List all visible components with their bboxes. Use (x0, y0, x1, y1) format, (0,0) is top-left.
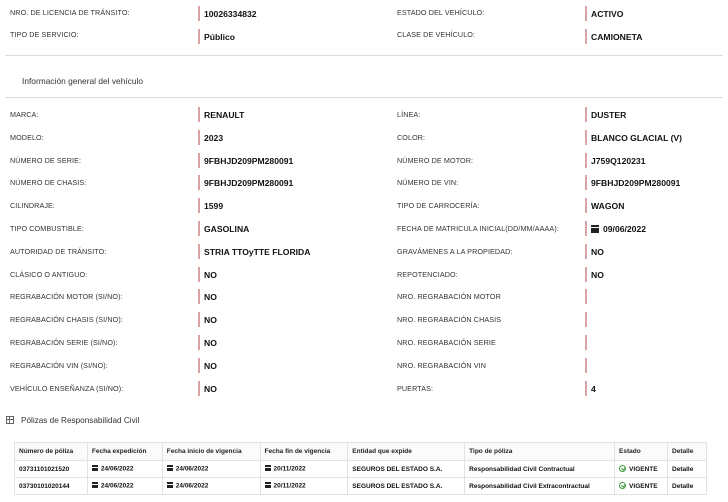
serial-number-value: 9FBHJD209PM280091 (204, 155, 294, 166)
vin-regrab-value: NO (204, 360, 217, 371)
value-divider (198, 221, 200, 236)
engine-number-value: J759Q120231 (591, 155, 646, 166)
col-end-date: Fecha fin de vigencia (260, 443, 348, 461)
vehicle-class-label: CLASE DE VEHÍCULO: (397, 29, 476, 39)
line-label: LÍNEA: (397, 110, 421, 119)
info-row (0, 171, 728, 194)
brand-value: RENAULT (204, 110, 245, 120)
value-divider (198, 267, 200, 282)
teaching-vehicle-label: VEHÍCULO ENSEÑANZA (SI/NO): (10, 383, 124, 393)
calendar-icon (591, 225, 599, 233)
info-row (0, 103, 728, 126)
chassis-regrab-value: NO (204, 315, 217, 326)
engine-regrab-number-label: NRO. REGRABACIÓN MOTOR (397, 292, 501, 302)
info-row (0, 149, 728, 172)
engine-regrab-label: REGRABACIÓN MOTOR (SI/NO): (10, 292, 123, 302)
value-divider (585, 221, 587, 236)
value-divider (585, 381, 587, 396)
start-date-text: 24/06/2022 (175, 465, 209, 473)
value-divider (585, 358, 587, 373)
col-status: Estado (615, 443, 668, 461)
issue-date (87, 461, 162, 478)
classic-label: CLÁSICO O ANTIGUO: (10, 269, 88, 279)
body-type-value: WAGON (591, 201, 625, 212)
info-row (0, 3, 728, 26)
license-value: 10026334832 (204, 9, 257, 19)
section-divider (5, 55, 723, 56)
fuel-type-value: GASOLINA (204, 223, 250, 234)
top-info (0, 3, 728, 49)
registration-date-label: FECHA DE MATRICULA INICIAL(DD/MM/AAAA): (397, 223, 559, 233)
value-divider (198, 335, 200, 350)
serial-regrab-label: REGRABACIÓN SERIE (SI/NO): (10, 337, 118, 347)
policy-number: 03731101021520 (15, 461, 88, 478)
line-value: DUSTER (591, 110, 627, 120)
calendar-icon (92, 482, 98, 488)
value-divider (585, 244, 587, 259)
info-row (0, 377, 728, 400)
value-divider (198, 244, 200, 259)
teaching-vehicle-value: NO (204, 383, 217, 394)
chassis-number-label: NÚMERO DE CHASIS: (10, 178, 87, 188)
detail-link[interactable]: Detalle (668, 461, 707, 478)
issue-date-text: 24/06/2022 (100, 465, 134, 473)
info-row (0, 308, 728, 331)
value-divider (198, 358, 200, 373)
service-type-label: TIPO DE SERVICIO: (10, 29, 79, 39)
value-divider (198, 29, 200, 44)
end-date (260, 478, 348, 495)
col-policy-number: Número de póliza (15, 443, 88, 461)
model-label: MODELO: (10, 132, 44, 142)
info-row (0, 354, 728, 377)
start-date (162, 461, 260, 478)
value-divider (198, 130, 200, 145)
info-row (0, 331, 728, 354)
body-type-label: TIPO DE CARROCERÍA: (397, 201, 480, 211)
vin-number-value: 9FBHJD209PM280091 (591, 178, 681, 189)
check-circle-icon (619, 465, 626, 472)
calendar-icon (167, 482, 173, 488)
calendar-icon (92, 465, 98, 471)
issue-date (87, 478, 162, 495)
engine-regrab-value: NO (204, 292, 217, 303)
liens-label: GRAVÁMENES A LA PROPIEDAD: (397, 246, 513, 256)
calendar-icon (167, 465, 173, 471)
value-divider (585, 335, 587, 350)
vin-regrab-label: REGRABACIÓN VIN (SI/NO): (10, 360, 108, 370)
general-info-title: Información general del vehículo (22, 76, 144, 86)
engine-number-label: NÚMERO DE MOTOR: (397, 155, 474, 165)
license-label: NRO. DE LICENCIA DE TRÁNSITO: (10, 8, 130, 17)
value-divider (585, 312, 587, 327)
liens-value: NO (591, 246, 604, 257)
issuer: SEGUROS DEL ESTADO S.A. (348, 461, 465, 478)
end-date-text: 20/11/2022 (273, 465, 306, 473)
table-row (15, 461, 707, 478)
serial-regrab-value: NO (204, 337, 217, 348)
value-divider (198, 175, 200, 190)
policy-type: Responsabilidad Civil Contractual (465, 461, 615, 478)
vin-regrab-number-label: NRO. REGRABACIÓN VIN (397, 360, 487, 370)
policy-number: 03730101020144 (15, 478, 88, 495)
value-divider (198, 381, 200, 396)
value-divider (585, 153, 587, 168)
vehicle-state-value: ACTIVO (591, 9, 624, 19)
info-row (0, 26, 728, 49)
color-value: BLANCO GLACIAL (V) (591, 132, 683, 143)
displacement-value: 1599 (204, 201, 224, 212)
status-text: VIGENTE (629, 466, 658, 473)
chassis-regrab-number-label: NRO. REGRABACIÓN CHASIS (397, 315, 502, 325)
vehicle-class-value: CAMIONETA (591, 31, 643, 42)
detail-link[interactable]: Detalle (668, 478, 707, 495)
vehicle-state-label: ESTADO DEL VEHÍCULO: (397, 8, 485, 17)
policies-table (14, 442, 707, 495)
value-divider (198, 312, 200, 327)
check-circle-icon (619, 482, 626, 489)
policies-title-text: Pólizas de Responsabilidad Civil (21, 416, 140, 425)
value-divider (585, 29, 587, 44)
table-row (15, 478, 707, 495)
value-divider (198, 153, 200, 168)
value-divider (198, 107, 200, 122)
policy-type: Responsabilidad Civil Extracontractual (465, 478, 615, 495)
section-divider (5, 97, 723, 98)
transit-authority-label: AUTORIDAD DE TRÁNSITO: (10, 246, 107, 256)
value-divider (585, 175, 587, 190)
repowered-value: NO (591, 269, 604, 280)
vin-number-label: NÚMERO DE VIN: (397, 178, 459, 188)
col-issue-date: Fecha expedición (87, 443, 162, 461)
brand-label: MARCA: (10, 110, 39, 119)
classic-value: NO (204, 269, 217, 280)
table-header-row (15, 443, 707, 461)
doors-label: PUERTAS: (397, 383, 434, 393)
info-row (0, 240, 728, 263)
value-divider (585, 107, 587, 122)
fuel-type-label: TIPO COMBUSTIBLE: (10, 223, 84, 233)
info-row (0, 194, 728, 217)
end-date (260, 461, 348, 478)
start-date (162, 478, 260, 495)
value-divider (585, 198, 587, 213)
col-start-date: Fecha inicio de vigencia (162, 443, 260, 461)
model-value: 2023 (204, 132, 224, 143)
serial-number-label: NÚMERO DE SERIE: (10, 155, 82, 165)
service-type-value: Público (204, 31, 236, 42)
value-divider (585, 6, 587, 21)
info-row (0, 263, 728, 286)
table-icon (6, 416, 14, 424)
value-divider (585, 267, 587, 282)
calendar-icon (265, 482, 271, 488)
start-date-text: 24/06/2022 (175, 482, 209, 490)
status (615, 478, 668, 495)
policies-section-title (6, 416, 139, 425)
transit-authority-value: STRIA TTOyTTE FLORIDA (204, 246, 311, 257)
info-row (0, 217, 728, 240)
repowered-label: REPOTENCIADO: (397, 269, 458, 279)
doors-value: 4 (591, 383, 596, 394)
col-policy-type: Tipo de póliza (465, 443, 615, 461)
status (615, 461, 668, 478)
col-detail: Detalle (668, 443, 707, 461)
calendar-icon (265, 465, 271, 471)
info-row (0, 126, 728, 149)
issuer: SEGUROS DEL ESTADO S.A. (348, 478, 465, 495)
value-divider (198, 6, 200, 21)
status-text: VIGENTE (629, 483, 658, 490)
color-label: COLOR: (397, 132, 426, 142)
value-divider (585, 130, 587, 145)
registration-date-text: 09/06/2022 (603, 223, 647, 234)
general-info-grid (0, 103, 728, 399)
displacement-label: CILINDRAJE: (10, 201, 56, 211)
info-row (0, 285, 728, 308)
end-date-text: 20/11/2022 (273, 482, 306, 490)
issue-date-text: 24/06/2022 (100, 482, 134, 490)
chassis-number-value: 9FBHJD209PM280091 (204, 178, 294, 189)
serial-regrab-number-label: NRO. REGRABACIÓN SERIE (397, 337, 496, 347)
chassis-regrab-label: REGRABACIÓN CHASIS (SI/NO): (10, 315, 123, 325)
col-issuer: Entidad que expide (348, 443, 465, 461)
value-divider (198, 198, 200, 213)
registration-date-value (591, 224, 646, 234)
value-divider (198, 289, 200, 304)
value-divider (585, 289, 587, 304)
